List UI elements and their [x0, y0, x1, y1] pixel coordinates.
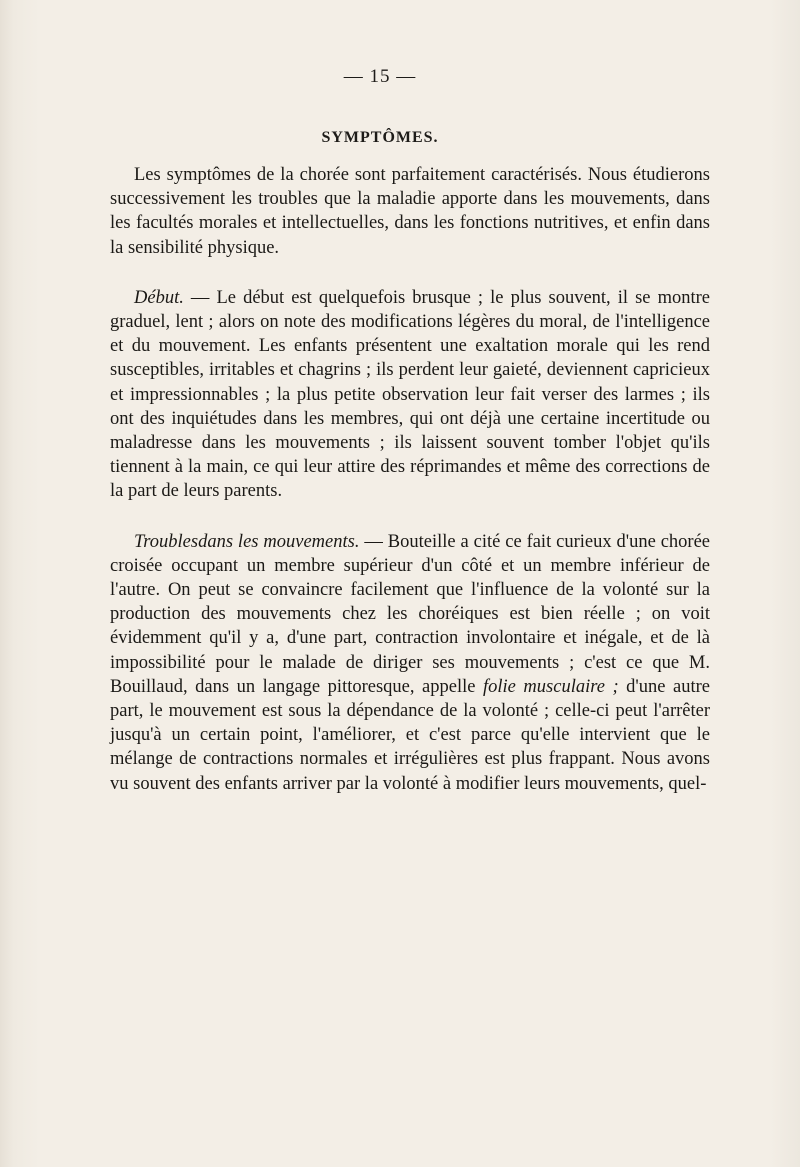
paragraph-debut-text: — Le début est quelquefois brusque ; le plus souvent, il se montre graduel, lent ; alors on note des modifications légères du moral, de l'intelligence et du mouvement. Les enfants présentent une exaltation morale qui les rend susceptibles, irritables et chagrins ; ils perdent leur gaieté, deviennent capricieux et impressionnables ; la plus petite observation leur fait verser des larmes ; ils ont des inquiétudes dans les membres, qui ont déjà une certaine incertitude ou maladresse dans les mouvements ; ils laissent souvent tomber l'objet qu'ils tiennent à la main, ce qui leur attire des réprimandes et même des corrections de la part de leurs parents. [110, 287, 710, 502]
paragraph-debut [110, 286, 710, 504]
section-heading: SYMPTÔMES. [321, 129, 439, 146]
paragraph-troubles-text-2: d'une autre part, le mouvement est sous la dépendance de la volonté ; celle-ci peut l'arrêter jusqu'à un certain point, l'améliorer, et c'est parce qu'elle intervient que le mélange de contractions normales et irrégulières est plus frappant. Nous avons vu souvent des enfants arriver par la volonté à modifier leurs mouvements, quel- [110, 676, 710, 794]
paragraph-troubles-italic: folie musculaire ; [483, 676, 619, 697]
page-number: — 15 — [343, 66, 417, 87]
paragraph-troubles-lead: Troublesdans les mouvements. [134, 531, 360, 552]
body-text [110, 163, 710, 796]
paragraph-debut-lead: Début. [134, 287, 184, 308]
paragraph-intro [110, 163, 710, 260]
paragraph-intro-text: Les symptômes de la chorée sont parfaitement caractérisés. Nous étudierons successivement les troubles que la maladie apporte dans les mouvements, dans les facultés morales et intellectuelles, dans les fonctions nutritives, et enfin dans la sensibilité physique. [110, 165, 710, 258]
paragraph-troubles-text-1: — Bouteille a cité ce fait curieux d'une chorée croisée occupant un membre supérieur d'un côté et un membre inférieur de l'autre. On peut se convaincre facilement que l'influence de la volonté sur la production des mouvements chez les choréiques est bien réelle ; on voit évidemment qu'il y a, d'une part, contraction involontaire et inégale, et de là impossibilité pour le malade de diriger ses mouvements ; c'est ce que M. Bouillaud, dans un langage pittoresque, appelle [110, 531, 710, 697]
paragraph-troubles [110, 530, 710, 796]
